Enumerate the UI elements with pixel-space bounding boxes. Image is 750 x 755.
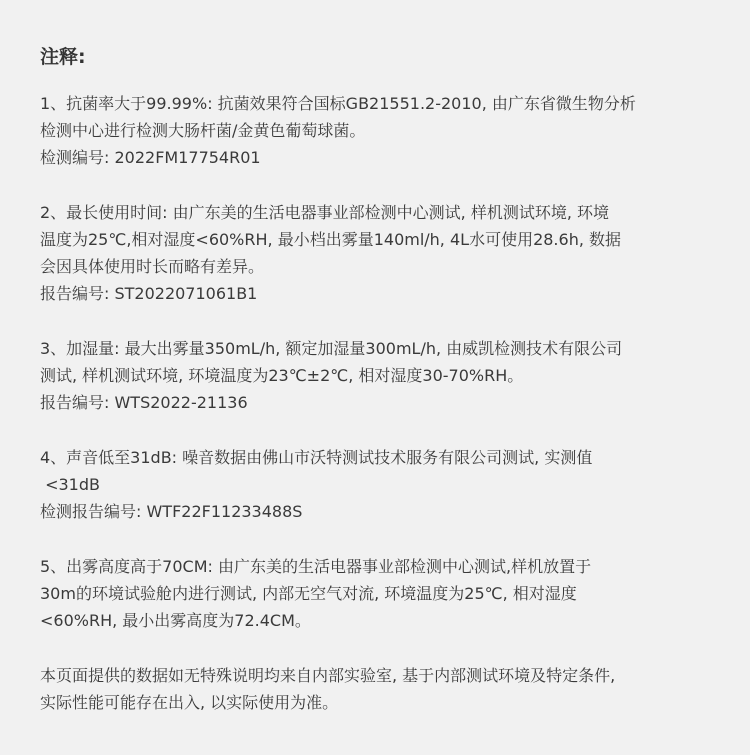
disclaimer (40, 662, 720, 716)
note-line: 会因具体使用时长而略有差异。 (40, 257, 265, 276)
note-line: 温度为25℃,相对湿度<60%RH, 最小档出雾量140ml/h, 4L水可使用28.6h, 数据 (40, 230, 622, 249)
note-line: 检测中心进行检测大肠杆菌/金黄色葡萄球菌。 (40, 121, 366, 140)
note-line: 测试, 样机测试环境, 环境温度为23℃±2℃, 相对湿度30-70%RH。 (40, 366, 524, 385)
note-line: 5、出雾高度高于70CM: 由广东美的生活电器事业部检测中心测试,样机放置于 (40, 557, 592, 576)
note-line: 4、声音低至31dB: 噪音数据由佛山市沃特测试技术服务有限公司测试, 实测值 (40, 448, 593, 467)
note-line: 2、最长使用时间: 由广东美的生活电器事业部检测中心测试, 样机测试环境, 环境 (40, 203, 610, 222)
note-1 (40, 90, 720, 171)
note-line: <31dB (40, 475, 100, 494)
disclaimer-line: 实际性能可能存在出入, 以实际使用为准。 (40, 693, 339, 712)
page-title: 注释: (40, 46, 86, 68)
note-line: 1、抗菌率大于99.99%: 抗菌效果符合国标GB21551.2-2010, 由广东省微生物分析 (40, 94, 636, 113)
note-5 (40, 553, 720, 634)
note-line: 报告编号: ST2022071061B1 (40, 284, 258, 303)
note-line: 检测报告编号: WTF22F11233488S (40, 502, 303, 521)
note-line: 30m的环境试验舱内进行测试, 内部无空气对流, 环境温度为25℃, 相对湿度 (40, 584, 577, 603)
note-line: 3、加湿量: 最大出雾量350mL/h, 额定加湿量300mL/h, 由威凯检测技术有限公司 (40, 339, 623, 358)
note-line: <60%RH, 最小出雾高度为72.4CM。 (40, 611, 311, 630)
note-4 (40, 444, 720, 525)
note-3 (40, 335, 720, 416)
note-line: 检测编号: 2022FM17754R01 (40, 148, 261, 167)
note-line: 报告编号: WTS2022-21136 (40, 393, 248, 412)
note-2 (40, 199, 720, 307)
disclaimer-line: 本页面提供的数据如无特殊说明均来自内部实验室, 基于内部测试环境及特定条件, (40, 666, 616, 685)
